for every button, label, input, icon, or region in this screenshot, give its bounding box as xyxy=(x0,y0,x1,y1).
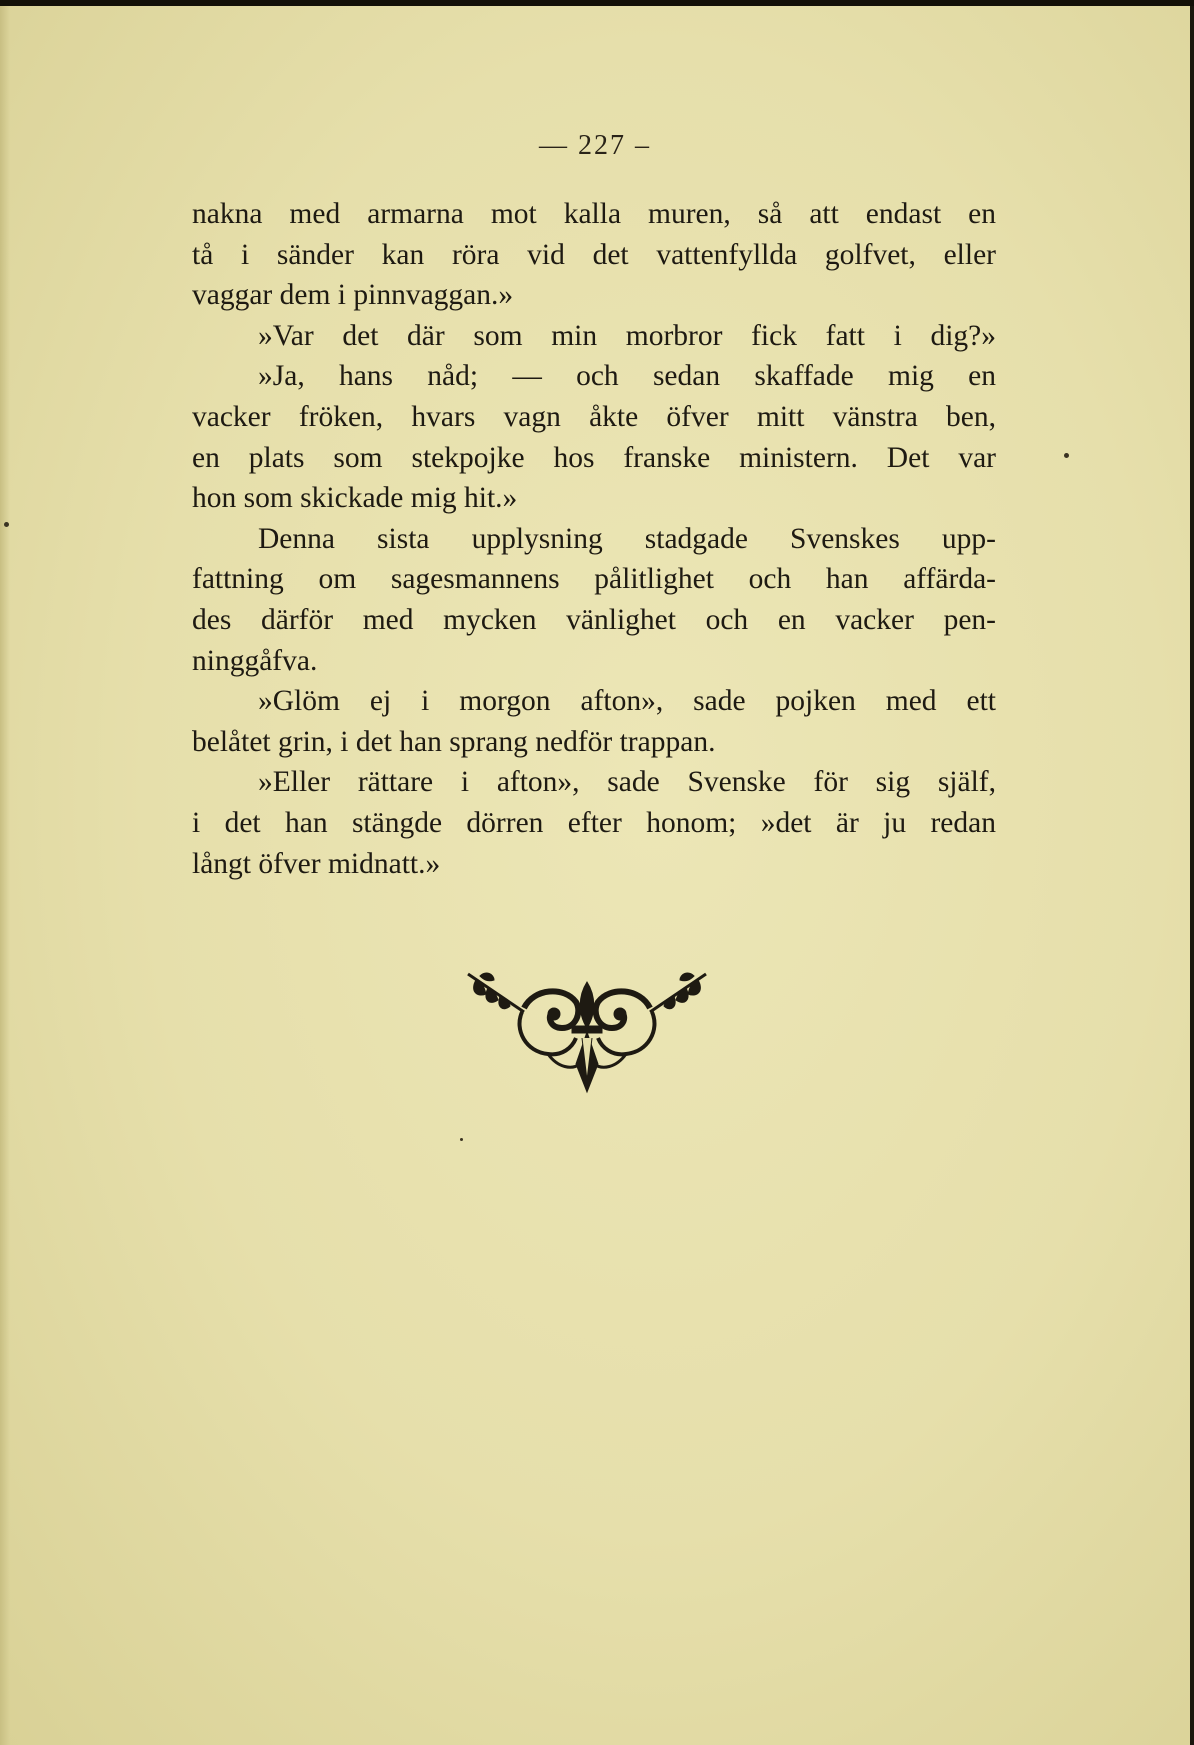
text-line: i det han stängde dörren efter honom; »det är ju redan xyxy=(192,806,996,839)
text-line: tå i sänder kan röra vid det vattenfyllda golfvet, eller xyxy=(192,238,996,271)
text-line: en plats som stekpojke hos franske ministern. Det var xyxy=(192,441,996,474)
page-number: — 227 – xyxy=(539,130,651,161)
fleur-de-lis-vignette-icon xyxy=(464,968,710,1098)
paper-speck xyxy=(1064,453,1069,458)
text-line: hon som skickade mig hit.» xyxy=(192,482,518,515)
text-line: »Glöm ej i morgon afton», sade pojken med ett xyxy=(258,685,996,718)
text-line: fattning om sagesmannens pålitlighet och han affärda- xyxy=(192,563,996,596)
text-line: långt öfver midnatt.» xyxy=(192,847,441,880)
paper-speck xyxy=(460,1138,463,1141)
text-line: nakna med armarna mot kalla muren, så att endast en xyxy=(192,198,996,230)
text-line: belåtet grin, i det han sprang nedför trappan. xyxy=(192,725,716,758)
text-line: »Var det där som min morbror fick fatt i dig?» xyxy=(258,319,996,352)
text-line: »Eller rättare i afton», sade Svenske för sig själf, xyxy=(258,766,996,799)
text-line: Denna sista upplysning stadgade Svenskes upp- xyxy=(258,522,996,555)
page-edge-shadow xyxy=(0,6,10,1745)
body-text xyxy=(192,194,996,884)
text-line: vaggar dem i pinnvaggan.» xyxy=(192,279,514,312)
text-line: vacker fröken, hvars vagn åkte öfver mitt vänstra ben, xyxy=(192,400,996,433)
text-line: ninggåfva. xyxy=(192,644,318,677)
text-line: des därför med mycken vänlighet och en vacker pen- xyxy=(192,603,996,636)
paper-speck xyxy=(4,522,9,527)
text-line: »Ja, hans nåd; — och sedan skaffade mig en xyxy=(258,360,996,393)
book-page xyxy=(0,6,1194,1745)
